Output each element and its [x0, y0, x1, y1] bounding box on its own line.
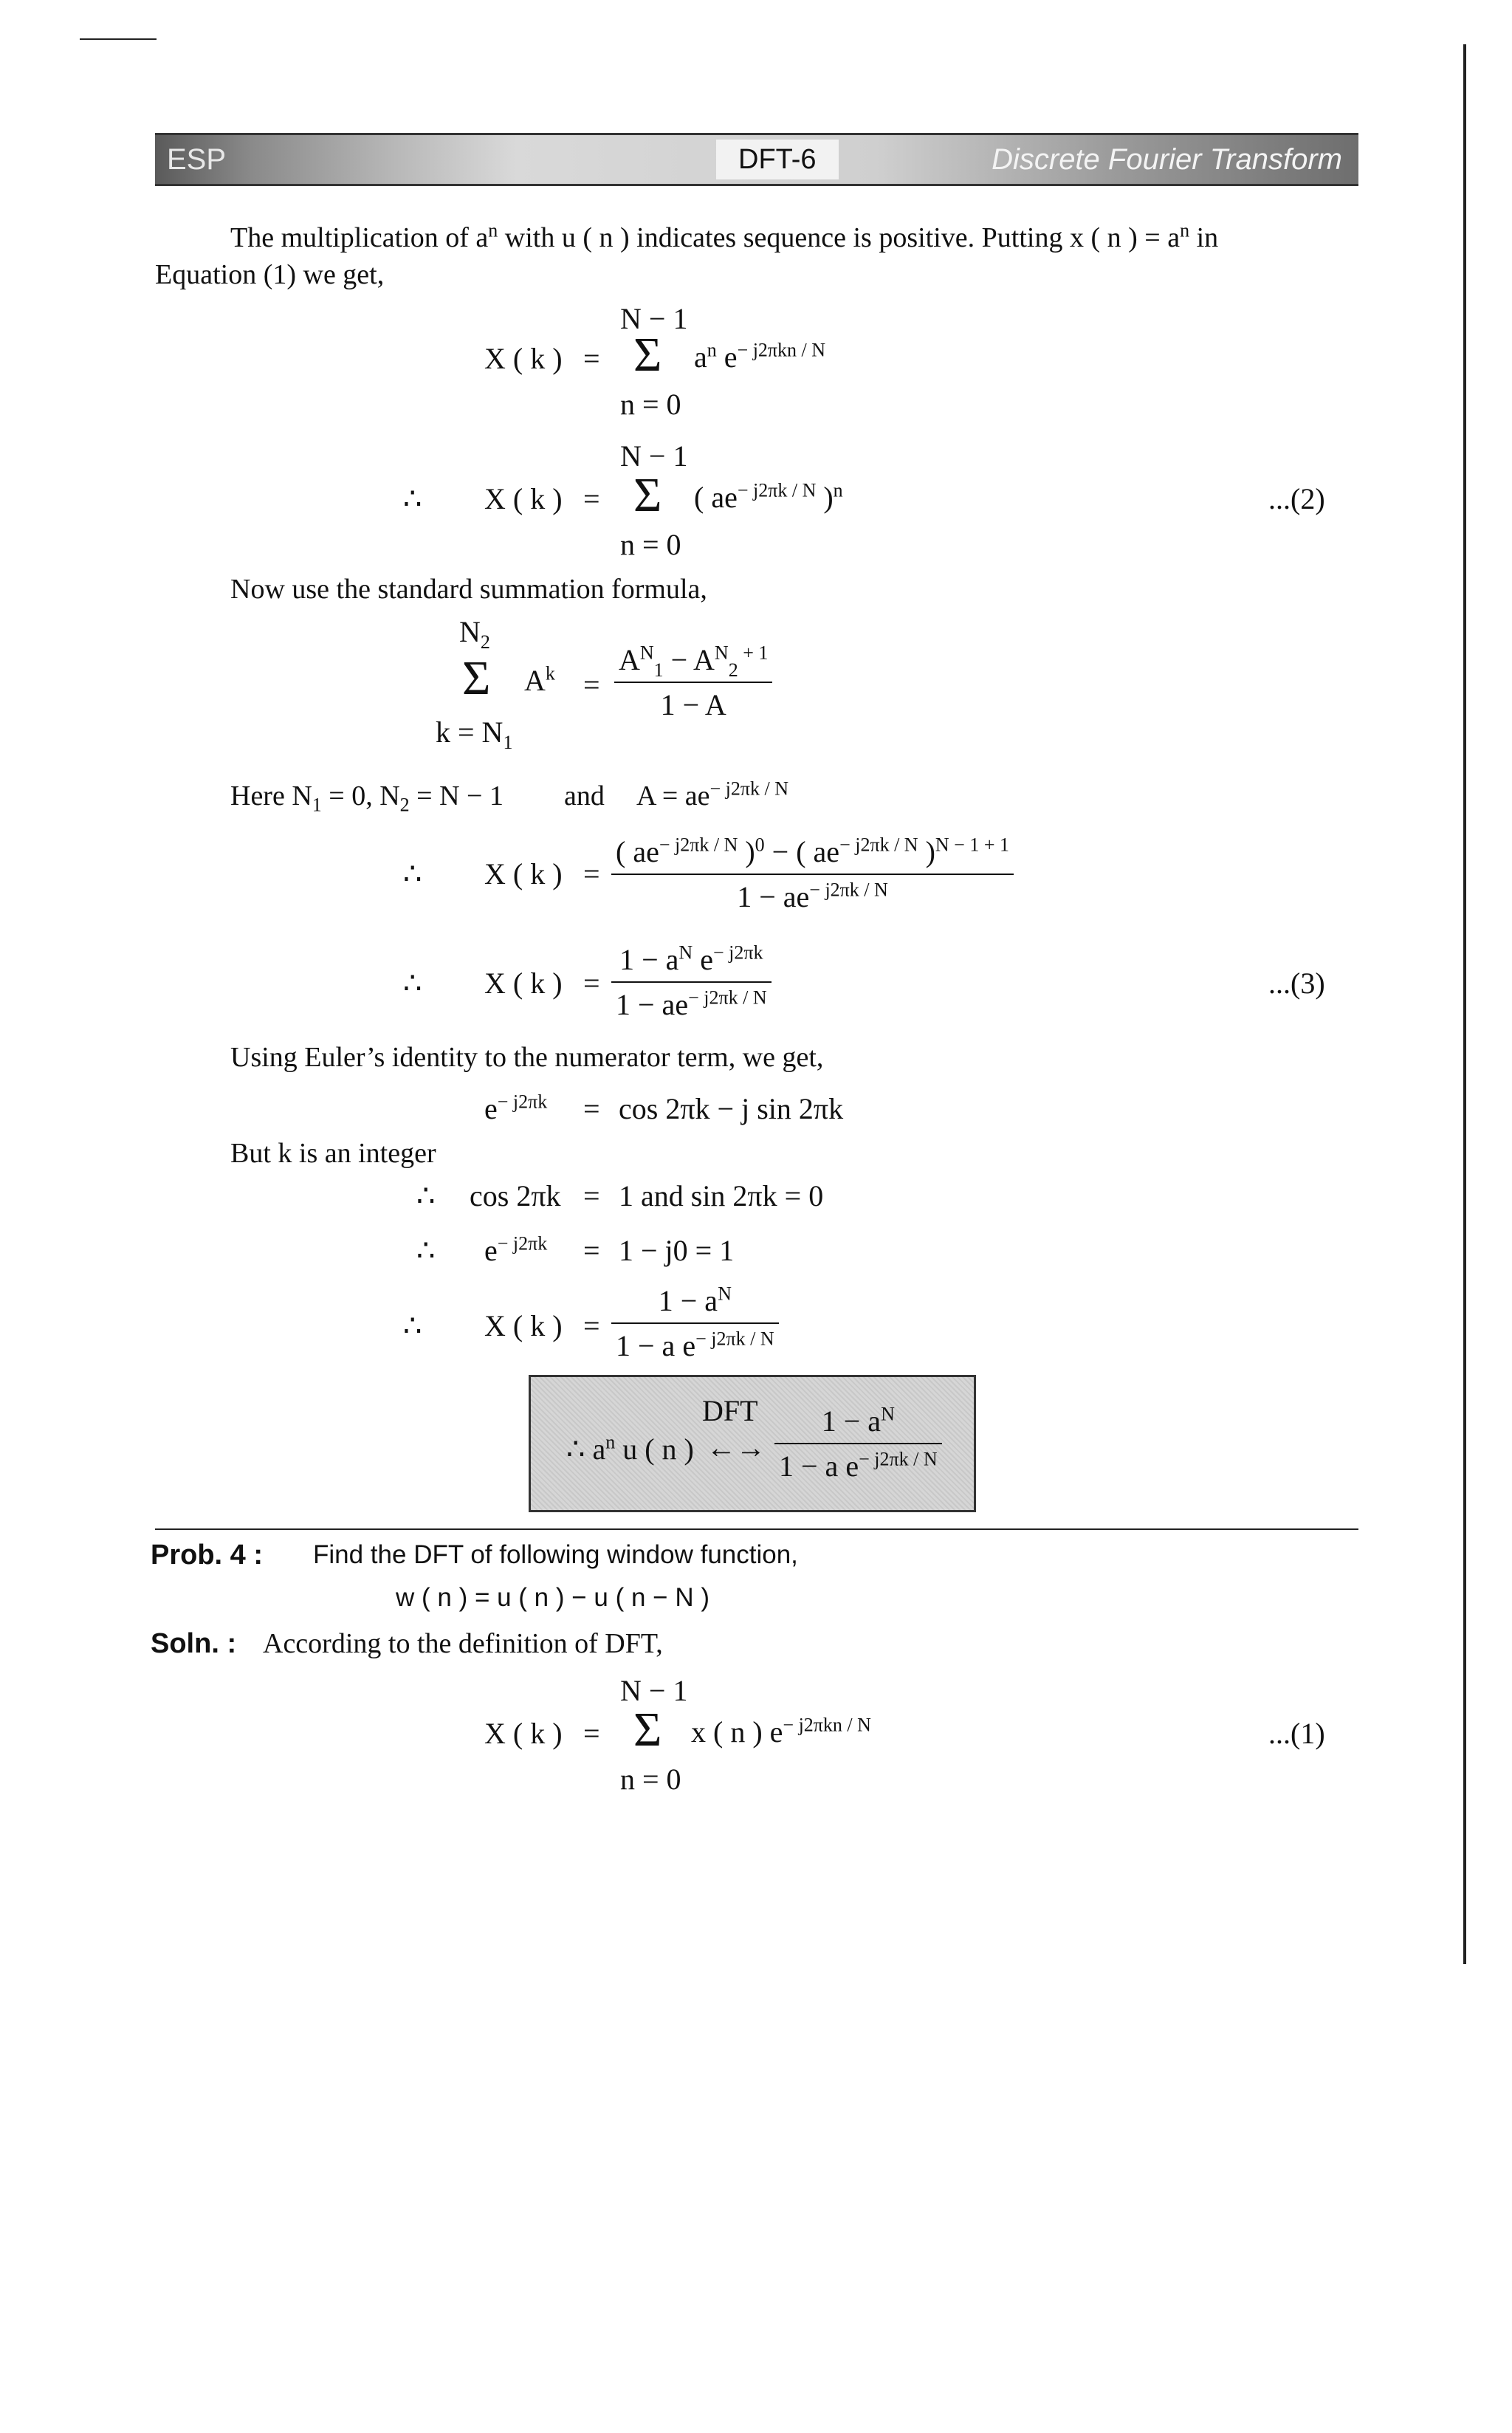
eq-1-term: x ( n ) $e^{- j2\pi kn / N}$ [691, 1714, 871, 1749]
prob-text: Find the DFT of following window function, [313, 1540, 798, 1569]
eq-a-lhs: X ( k ) [484, 342, 563, 375]
eq-3-numerator: $1 - a^N$ $e^{- j2\pi k}$ [611, 942, 772, 983]
eq-c-denominator: 1 − a $e^{- j2\pi k / N}$ [616, 1328, 774, 1362]
eq-1-upper-limit: N − 1 [620, 1674, 688, 1707]
eq-e-equals: = [583, 1234, 600, 1267]
eq-2-therefore: ∴ [403, 482, 422, 515]
prob-label: Prob. 4 : [151, 1540, 264, 1571]
eq-c-numerator: $1 - a^N$ [611, 1283, 779, 1324]
eq-cos-lhs: cos 2πk [470, 1179, 561, 1212]
eq-c-therefore: ∴ [403, 1309, 422, 1342]
eq-3-lhs: X ( k ) [484, 967, 563, 1000]
eq-e-rhs: 1 − j0 = 1 [619, 1234, 735, 1267]
eq-e-lhs: $e^{- j2\pi k}$ [484, 1232, 548, 1267]
eq-b-numerator: ( $ae^{- j2\pi k / N}$ )$^0$ − ( $ae^{- j2\pi k / N}$ )$^{N - 1 + 1}$ [611, 834, 1014, 875]
eq-1-number: ...(1) [1268, 1717, 1325, 1750]
eq-2-equals: = [583, 482, 600, 515]
eq-b-fraction [611, 834, 1014, 914]
box-fraction [774, 1404, 942, 1483]
summation-intro: Now use the standard summation formula, [230, 574, 707, 605]
euler-rhs: cos 2πk − j sin 2πk [619, 1092, 844, 1125]
soln-text: According to the definition of DFT, [263, 1628, 663, 1659]
sum-equals: = [583, 668, 600, 701]
eq-3-therefore: ∴ [403, 967, 422, 1000]
page-header [155, 133, 1358, 186]
eq-2-number: ...(2) [1268, 482, 1325, 515]
box-numerator: $1 - a^N$ [774, 1404, 942, 1444]
eq-3-denominator: $1 - ae^{- j2\pi k / N}$ [616, 986, 767, 1021]
eq-3-fraction [611, 942, 772, 1022]
intro-line-2: Equation (1) we get, [155, 259, 385, 290]
here-and: and [564, 780, 605, 811]
sum-denominator: 1 − A [660, 688, 726, 721]
eq-a-term: $a^n$ $e^{- j2\pi kn / N}$ [694, 339, 826, 374]
eq-e-therefore: ∴ [416, 1234, 436, 1267]
eq-b-therefore: ∴ [403, 857, 422, 891]
sum-sigma: Σ [462, 651, 491, 705]
box-denominator: 1 − a $e^{- j2\pi k / N}$ [779, 1448, 938, 1483]
eq-a-sigma: Σ [633, 328, 662, 382]
eq-3-equals: = [583, 967, 600, 1000]
sum-lower-limit: $k = N_1$ [436, 716, 513, 753]
header-left-text: ESP [167, 143, 227, 176]
eq-cos-rhs: 1 and sin 2πk = 0 [619, 1179, 824, 1212]
intro-line-1: The multiplication of $a^n$ with u ( n ) indicates sequence is positive. Putting x ( n ) = $a^n$ in [230, 219, 1219, 253]
box-dft-label: DFT [702, 1394, 758, 1427]
sum-upper-limit: $N_2$ [459, 615, 490, 653]
section-divider [155, 1528, 1358, 1530]
eq-2-sigma: Σ [633, 468, 662, 522]
header-chapter-title: Discrete Fourier Transform [992, 143, 1342, 176]
eq-2-upper-limit: N − 1 [620, 439, 688, 473]
header-page-number: DFT-6 [716, 140, 839, 179]
eq-b-lhs: X ( k ) [484, 857, 563, 891]
eq-1-sigma: Σ [633, 1703, 662, 1757]
eq-2-lhs: X ( k ) [484, 482, 563, 515]
prob-equation: w ( n ) = u ( n ) − u ( n − N ) [396, 1583, 709, 1612]
box-lhs: ∴ $a^n$ u ( n ) [566, 1431, 694, 1466]
eq-c-equals: = [583, 1309, 600, 1342]
k-integer-text: But k is an integer [230, 1138, 436, 1169]
eq-a-upper-limit: N − 1 [620, 302, 688, 335]
page-edge-line [1463, 44, 1466, 1964]
eq-2-term: ( $ae^{- j2\pi k / N}$ )$^n$ [694, 479, 843, 514]
eq-1-lower-limit: n = 0 [620, 1763, 681, 1796]
eq-a-lower-limit: n = 0 [620, 388, 681, 421]
eq-b-denominator: $1 - ae^{- j2\pi k / N}$ [737, 879, 888, 913]
sum-fraction [614, 642, 772, 722]
euler-equals: = [583, 1092, 600, 1125]
sum-numerator: $A^N_1 - A^N_2$ $^{+ 1}$ [614, 642, 772, 683]
eq-cos-equals: = [583, 1179, 600, 1212]
box-arrow: ←→ [707, 1431, 766, 1464]
here-a-def: $A = ae^{- j2\pi k / N}$ [636, 778, 789, 811]
top-left-rule [80, 38, 157, 40]
eq-c-lhs: X ( k ) [484, 1309, 563, 1342]
here-line: Here $N_1 = 0$, $N_2 = N - 1$ [230, 780, 504, 816]
eq-2-lower-limit: n = 0 [620, 528, 681, 561]
eq-cos-therefore: ∴ [416, 1179, 436, 1212]
eq-1-lhs: X ( k ) [484, 1717, 563, 1750]
eq-b-equals: = [583, 857, 600, 891]
soln-label: Soln. : [151, 1628, 237, 1659]
eq-a-equals: = [583, 342, 600, 375]
eq-c-fraction [611, 1283, 779, 1363]
sum-term: $A^k$ [524, 662, 555, 697]
eq-1-equals: = [583, 1717, 600, 1750]
result-box [529, 1375, 976, 1512]
eq-3-number: ...(3) [1268, 967, 1325, 1000]
euler-intro: Using Euler’s identity to the numerator term, we get, [230, 1042, 824, 1073]
euler-lhs: $e^{- j2\pi k}$ [484, 1091, 548, 1125]
